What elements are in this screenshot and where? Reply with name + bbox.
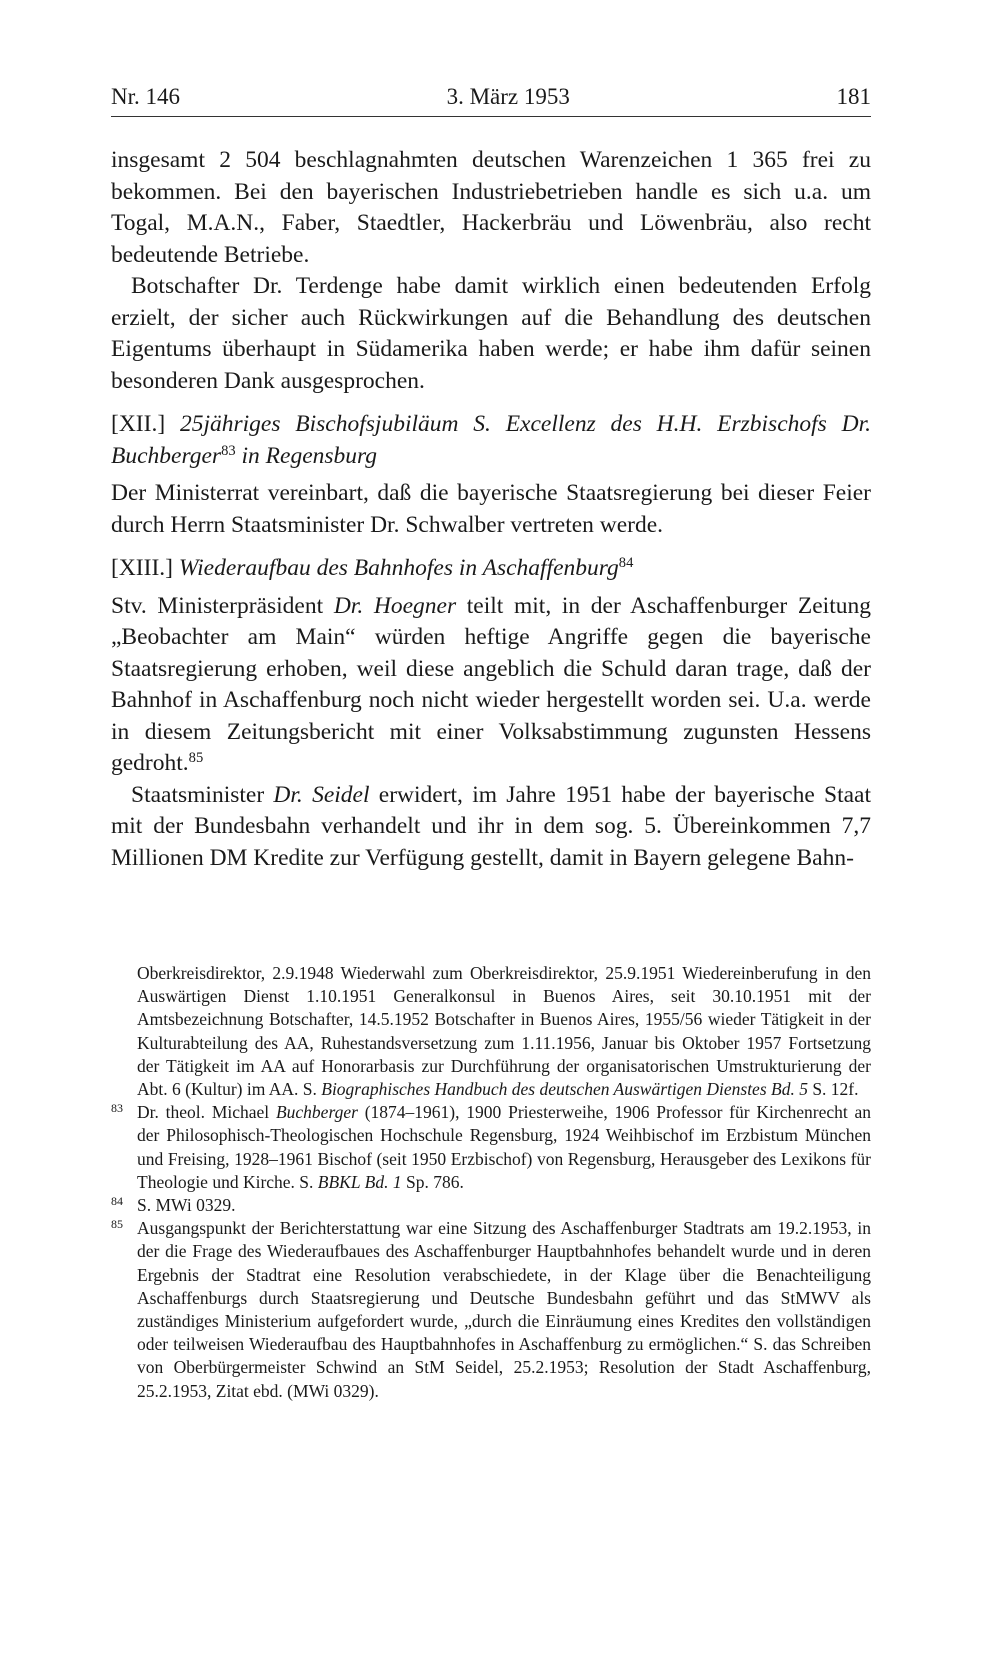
section-heading-xiii [111, 553, 871, 585]
running-header [111, 84, 871, 117]
footnote-mark: 83 [111, 1101, 123, 1116]
footnote-85 [111, 1217, 871, 1403]
text-run: Stv. Ministerpräsident [111, 592, 324, 619]
text-run: Dr. theol. Michael [137, 1102, 270, 1123]
section-title: Wiederaufbau des Bahnhofes in Aschaffenburg [178, 555, 619, 581]
section-number: [XIII.] [111, 555, 173, 581]
header-date: 3. März 1953 [446, 84, 570, 109]
citation: BBKL Bd. 1 [317, 1171, 402, 1192]
footnote-text: S. MWi 0329. [137, 1195, 236, 1216]
footnote-84 [111, 1194, 871, 1217]
paragraph [111, 591, 871, 780]
document-number: Nr. 146 [111, 84, 180, 109]
footnotes [111, 962, 871, 1403]
paragraph: Der Ministerrat vereinbart, daß die bayerische Staatsregierung bei dieser Feier durch Herrn Staatsminister Dr. Schwalber vertreten werde. [111, 480, 871, 538]
text-run: teilt mit, in der Aschaffenburger Zeitung „Beobachter am Main“ würden heftige Angriffe gegen die bayerische Staatsregierung erhoben, weil diese angeblich die Schuld daran trage, daß der Bahnhof in Aschaffenburg noch nicht wieder hergestellt worden sei. U.a. werde in diesem Zeitungsbericht mit einer Volksabstimmung zugunsten Hessens gedroht. [111, 592, 871, 776]
footnote-mark: 84 [111, 1194, 123, 1209]
person-name: Buchberger [275, 1102, 358, 1123]
footnote-83 [111, 1101, 871, 1194]
text-run: (1874–1961), 1900 Priesterweihe, 1906 Professor für Kirchenrecht an der Philosophisch-Theologischen Hochschule Regensburg, 1924 Weihbischof im Erzbistum München und Freising, 1928–1961 Bischof (seit 1950 Erzbischof) von Regensburg, Herausgeber des Lexikons für Theologie und Kirche. S. [137, 1102, 872, 1192]
footnote-ref-84[interactable]: 84 [618, 555, 634, 571]
text-run: Oberkreisdirektor, 2.9.1948 Wiederwahl zum Oberkreisdirektor, 25.9.1951 Wiedereinberufung in den Auswärtigen Dienst 1.10.1951 Generalkonsul in Buenos Aires, seit 30.10.1951 mit der Amtsbezeichnung Botschafter, 14.5.1952 Botschafter in Buenos Aires, 1955/56 wieder Tätigkeit in der Kulturabteilung des AA, Ruhestandsversetzung zum 1.11.1956, Januar bis Oktober 1957 Fortsetzung der Tätigkeit im AA auf Honorarbasis zur Durchführung der organisatorischen Umstrukturierung der Abt. 6 (Kultur) im AA. S. [137, 963, 871, 1100]
page-number: 181 [836, 84, 871, 109]
main-text [111, 145, 871, 874]
paragraph [111, 780, 871, 875]
text-run: erwidert, im Jahre 1951 habe der bayerische Staat mit der Bundesbahn verhandelt und ihr in dem sog. 5. Übereinkommen 7,7 Millionen DM Kredite zur Verfügung gestellt, damit in Bayern gelegene Bahn- [111, 781, 871, 871]
text-run: Sp. 786. [405, 1171, 464, 1192]
section-title-cont: in Regensburg [241, 442, 378, 469]
paragraph: Botschafter Dr. Terdenge habe damit wirklich einen bedeutenden Erfolg erzielt, der sicher auch Rückwirkungen auf die Behandlung des deutschen Eigentums überhaupt in Südamerika haben werde; er habe ihm dafür seinen besonderen Dank ausgesprochen. [111, 273, 871, 394]
text-run: S. 12f. [812, 1079, 859, 1100]
text-run: Staatsminister [131, 781, 265, 808]
footnote-text [137, 962, 871, 1101]
section-title: 25jähriges Bischofsjubiläum S. Excellenz des H.H. Erzbischofs Dr. Buchberger [111, 411, 871, 469]
person-name: Dr. Seidel [273, 781, 370, 808]
citation: Biographisches Handbuch des deutschen Auswärtigen Dienstes Bd. 5 [321, 1079, 808, 1100]
paragraph: insgesamt 2 504 beschlagnahmten deutschen Warenzeichen 1 365 frei zu bekommen. Bei den bayerischen Industriebetrieben handle es sich u.a. um Togal, M.A.N., Faber, Staedtler, Hackerbräu und Löwenbräu, also recht bedeutende Betriebe. [111, 147, 871, 268]
footnote-continuation [111, 962, 871, 1101]
footnote-text [137, 1101, 871, 1194]
section-heading-xii [111, 409, 871, 472]
section-number: [XII.] [111, 411, 166, 437]
footnote-mark: 85 [111, 1217, 123, 1232]
person-name: Dr. Hoegner [333, 592, 457, 619]
footnote-ref-85[interactable]: 85 [188, 750, 204, 766]
footnote-text: Ausgangspunkt der Berichterstattung war eine Sitzung des Aschaffenburger Stadtrats am 19.2.1953, in der die Frage des Wiederaufbaues des Aschaffenburger Hauptbahnhofes behandelt wurde und in deren Ergebnis der Stadtrat eine Resolution verabschiedete, in der Klage über die Benachteiligung Aschaffenburgs durch Staatsregierung und Deutsche Bundesbahn geführt und das StMWV als zuständiges Ministerium aufgefordert wurde, „durch die Einräumung eines Kredites den vollständigen oder teilweisen Wiederaufbau des Hauptbahnhofes in Aschaffenburg zu ermöglichen.“ S. das Schreiben von Oberbürgermeister Schwind an StM Seidel, 25.2.1953; Resolution der Stadt Aschaffenburg, 25.2.1953, Zitat ebd. (MWi 0329). [137, 1218, 871, 1401]
page [111, 84, 871, 874]
footnote-ref-83[interactable]: 83 [221, 442, 236, 459]
